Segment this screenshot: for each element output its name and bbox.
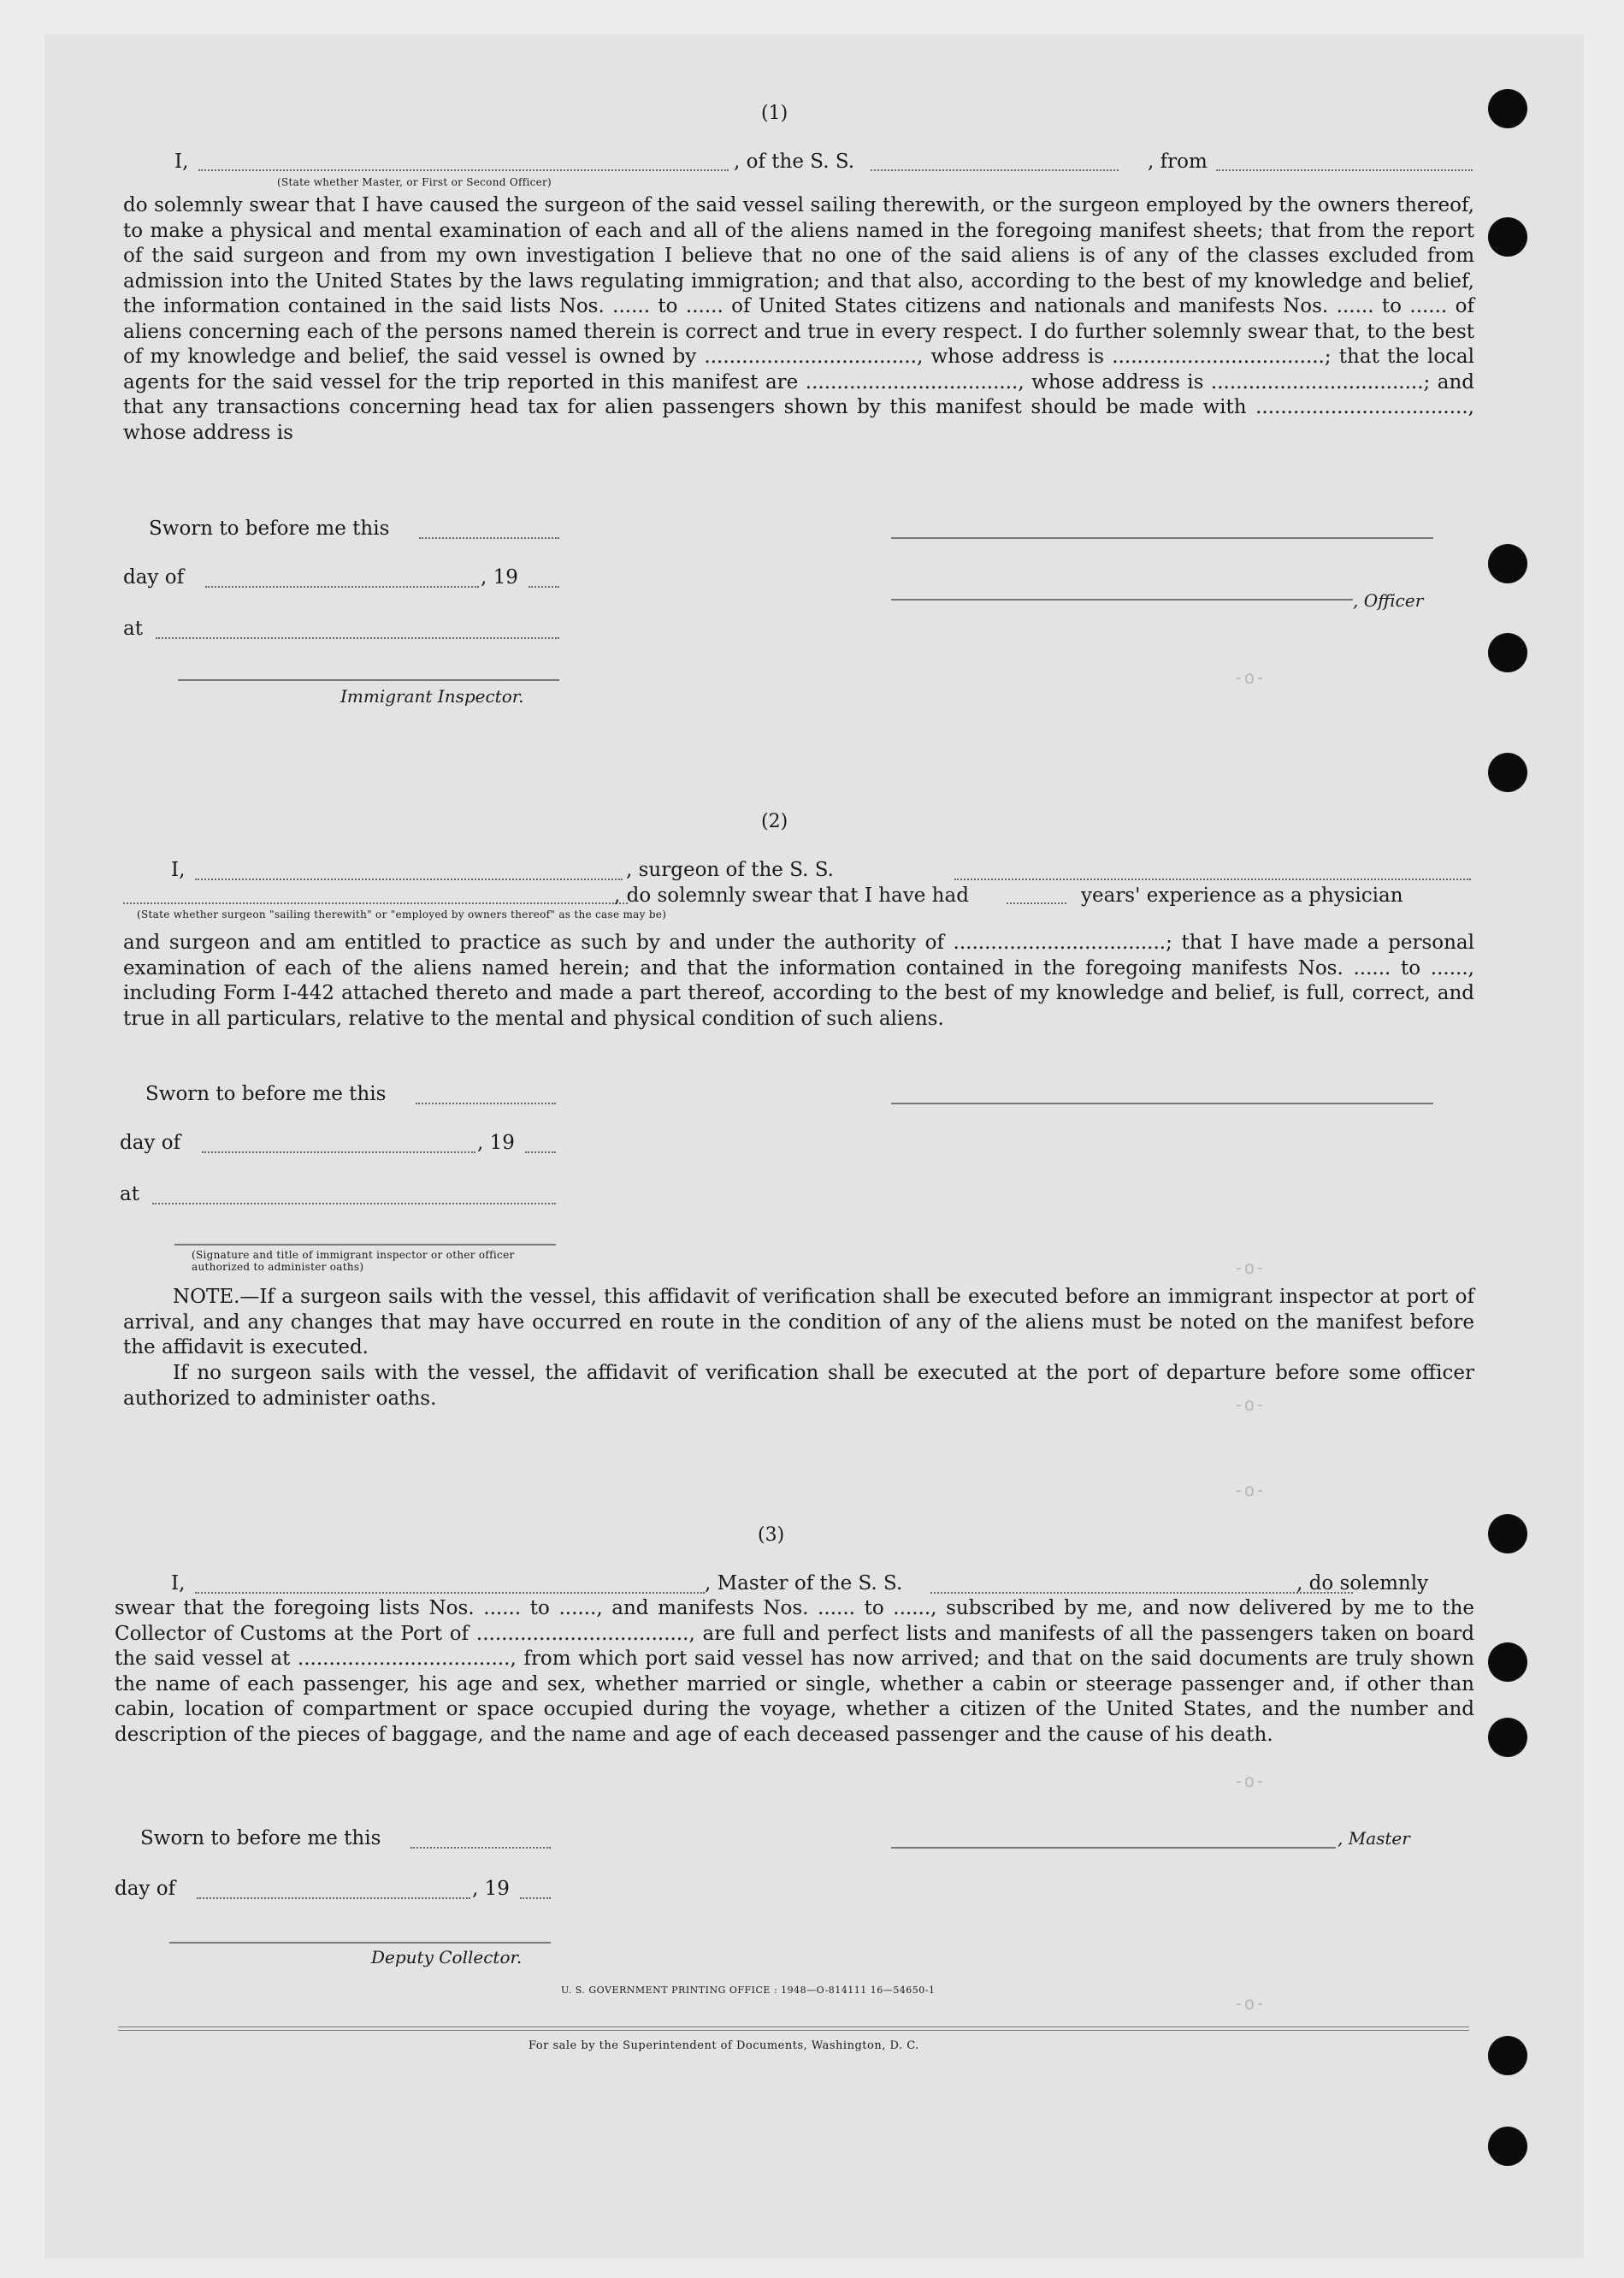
sworn-day-line-2 <box>416 1103 556 1104</box>
manifest-affidavit-page <box>44 34 1584 2258</box>
at-label-2: at <box>120 1183 139 1205</box>
day-of-label-2: day of <box>120 1132 181 1154</box>
binder-hole <box>1488 753 1527 792</box>
section-1-number: (1) <box>761 103 788 124</box>
section-1-paragraph: do solemnly swear that I have caused the surgeon of the said vessel sailing therewith, or the surgeon employed by the owners thereof, to make a physical and mental examination of each and all of the aliens named in the foregoing manifest sheets; that from the report of the said surgeon and from my own investigation I believe that no one of the said aliens is of any of the classes excluded from admission into the United States by the laws regulating immigration; and that also, according to the best of my knowledge and belief, the information contained in the said lists Nos. ...... to ...... of United States citizens and nationals and manifests Nos. ...... to ...... of aliens concerning each of the persons named therein is correct and true in every respect. I do further solemnly swear that, to the best of my knowledge and belief, the said vessel is owned by .................................., whose address is ..................................; that the local agents for the said vessel for the trip reported in this manifest are .................................., whose address is ..................................; and that any transactions concerning head tax for alien passengers shown by this manifest should be made with .................................., whose address is <box>123 194 1474 444</box>
printing-office-line: U. S. GOVERNMENT PRINTING OFFICE : 1948—O-814111 16—54650-1 <box>561 1985 936 1996</box>
do-solemnly-label: , do solemnly <box>1296 1572 1429 1595</box>
at-line-2 <box>152 1203 556 1204</box>
year-label-2: , 19 <box>477 1132 515 1154</box>
signature-caption: (Signature and title of immigrant inspector or other officer authorized to administer oaths) <box>192 1249 515 1273</box>
bleed-through-mark: -o- <box>1233 1993 1266 2014</box>
note-paragraph-2: If no surgeon sails with the vessel, the affidavit of verification shall be executed at the port of departure before some officer authorized to administer oaths. <box>123 1362 1474 1410</box>
section-1-from-label: , from <box>1148 151 1208 173</box>
year-line-3 <box>520 1897 551 1899</box>
binder-hole <box>1488 89 1527 128</box>
year-line-2 <box>525 1151 556 1153</box>
section-2-paragraph: and surgeon and am entitled to practice as such by and under the authority of ..................................; that I have made a personal examination of each of the aliens named herein; and that the information contained in the foregoing manifests Nos. ...... to ......, including Form I-442 attached thereto and made a part thereof, according to the best of my knowledge and belief, is full, correct, and true in all particulars, relative to the mental and physical condition of such aliens. <box>123 932 1474 1030</box>
footer-rule-2 <box>118 2030 1469 2031</box>
day-of-label-3: day of <box>115 1878 176 1900</box>
officer-title-line <box>891 599 1353 601</box>
officer-name-line <box>198 169 729 171</box>
sworn-day-line-3 <box>410 1847 551 1849</box>
sworn-label-3: Sworn to before me this <box>140 1827 381 1849</box>
day-of-line <box>205 586 479 588</box>
year-label-3: , 19 <box>472 1878 510 1900</box>
surgeon-signature-line <box>891 1103 1433 1104</box>
binder-hole <box>1488 2036 1527 2075</box>
day-of-line-3 <box>197 1897 470 1899</box>
sale-notice: For sale by the Superintendent of Documents, Washington, D. C. <box>529 2039 919 2052</box>
surgeon-ship-line <box>954 879 1471 880</box>
year-label: , 19 <box>481 566 518 589</box>
master-signature-line <box>891 1847 1336 1849</box>
bleed-through-mark: -o- <box>1233 1257 1266 1278</box>
sworn-day-line <box>419 537 559 539</box>
inspector-signature-line <box>178 679 559 681</box>
section-1-ss-label: , of the S. S. <box>734 151 855 173</box>
binder-hole <box>1488 1718 1527 1757</box>
surgeon-ss-label: , surgeon of the S. S. <box>626 859 834 881</box>
year-line <box>529 586 559 588</box>
day-of-line-2 <box>202 1151 475 1153</box>
master-name-line <box>195 1592 705 1594</box>
master-ship-line <box>930 1592 1353 1594</box>
day-of-label: day of <box>123 566 185 589</box>
bleed-through-mark: -o- <box>1233 1771 1266 1791</box>
binder-hole <box>1488 217 1527 257</box>
binder-hole <box>1488 1514 1527 1553</box>
sworn-label: Sworn to before me this <box>149 518 390 540</box>
section-2-number: (2) <box>761 811 788 832</box>
note-paragraph-1: NOTE.—If a surgeon sails with the vessel, this affidavit of verification shall be executed before an immigrant inspector at port of arrival, and any changes that may have occurred en route in the condition of any of the aliens must be noted on the manifest before the affidavit is executed. <box>123 1286 1474 1358</box>
at-line <box>156 637 559 639</box>
section-1-line-i: I, <box>174 151 189 173</box>
section-2-line-i: I, <box>171 859 186 881</box>
years-experience-label: years' experience as a physician <box>1081 885 1403 907</box>
years-line <box>1007 902 1066 904</box>
officer-caption: (State whether Master, or First or Second Officer) <box>277 176 552 188</box>
surgeon-caption: (State whether surgeon "sailing therewith" or "employed by owners thereof" as the case may be) <box>137 908 667 920</box>
binder-hole <box>1488 633 1527 672</box>
authorized-officer-signature-line <box>174 1244 556 1246</box>
section-3-paragraph: swear that the foregoing lists Nos. ...... to ......, and manifests Nos. ...... to ......, subscribed by me, and now delivered by me to the Collector of Customs at the Port of .................................., are full and perfect lists and manifests of all the passengers taken on board the said vessel at .................................., from which port said vessel has now arrived; and that on the said documents are truly shown the name of each passenger, his age and sex, whether married or single, whether a cabin or steerage passenger and, if other than cabin, location of compartment or space occupied during the voyage, whether a citizen of the United States, and the number and description of the pieces of baggage, and the name and age of each deceased passenger and the cause of his death. <box>115 1597 1474 1746</box>
master-ss-label: , Master of the S. S. <box>705 1572 903 1595</box>
surgeon-status-line <box>123 902 628 904</box>
from-port-line <box>1216 169 1473 171</box>
officer-signature-line <box>891 537 1433 539</box>
binder-hole <box>1488 544 1527 583</box>
bleed-through-mark: -o- <box>1233 667 1266 688</box>
surgeon-name-line <box>195 879 623 880</box>
master-label: , Master <box>1338 1828 1410 1849</box>
binder-hole <box>1488 2127 1527 2166</box>
officer-label: , Officer <box>1353 590 1424 611</box>
deputy-collector-label: Deputy Collector. <box>371 1947 523 1967</box>
bleed-through-mark: -o- <box>1233 1394 1266 1415</box>
ship-name-line <box>871 169 1119 171</box>
binder-hole <box>1488 1642 1527 1682</box>
immigrant-inspector-label: Immigrant Inspector. <box>340 686 524 707</box>
sworn-label-2: Sworn to before me this <box>145 1083 387 1105</box>
bleed-through-mark: -o- <box>1233 1480 1266 1500</box>
deputy-collector-signature-line <box>169 1942 551 1944</box>
section-3-line-i: I, <box>171 1572 186 1595</box>
at-label: at <box>123 618 143 640</box>
swear-experience-label: , do solemnly swear that I have had <box>614 885 969 907</box>
section-3-number: (3) <box>758 1524 785 1546</box>
